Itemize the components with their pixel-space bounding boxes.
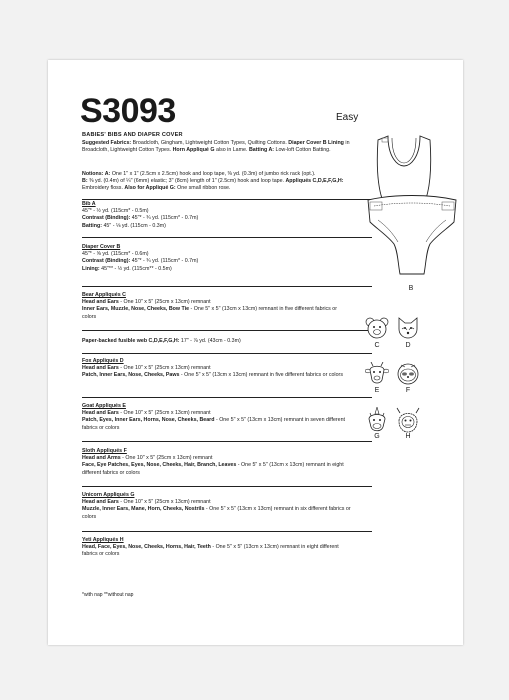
bear-c-yardage: Bear Appliqués C Head and Ears - One 10" x 5" (25cm x 13cm) remnant Inner Ears, Muzzle, Nose, Cheeks, Bow Tie - One 5" x 5" (13cm x 13cm) remnant in five different fabrics or colors: [82, 292, 337, 320]
divider: [82, 441, 372, 442]
nap-footnote: *with nap **without nap: [82, 592, 134, 598]
divider: [82, 330, 372, 331]
figure-label-b: B: [408, 285, 414, 292]
goat-applique-illustration: [365, 362, 389, 386]
suggested-fabrics: Suggested Fabrics: Broadcloth, Gingham, Lightweight Cotton Types, Quilting Cottons. Diaper Cover B Lining in Broadcloth, Lightweight Cotton Types. Horn Appliqué G also in Lame. Batting A: Low-loft Cotton Batting.: [82, 140, 350, 154]
diaper-cover-illustration: [364, 192, 460, 282]
bear-applique-illustration: [365, 317, 389, 339]
notions: Notions: A: One 1" x 1" (2.5cm x 2.5cm) hook and loop tape, ⅜ yd. (0.3m) of jumbo rick rack (opt.). B: ⅜ yd. (0.4m) of ¼" (6mm) elastic; 3" (8cm) length of 1" (2.5cm) hook and loop tape. Appliqués C,D,E,F,G,H: Embroidery floss. Also for Appliqué G: One small ribbon rose.: [82, 171, 344, 192]
figure-label-e: E: [374, 387, 380, 394]
pattern-title: BABIES' BIBS AND DIAPER COVER: [82, 132, 183, 138]
yeti-applique-illustration: [396, 407, 420, 433]
sloth-applique-illustration: [396, 362, 420, 386]
divider: [82, 199, 372, 200]
divider: [82, 531, 372, 532]
divider: [82, 353, 372, 354]
fox-applique-illustration: [396, 317, 420, 339]
figure-label-f: F: [405, 387, 411, 394]
divider: [82, 486, 372, 487]
divider: [82, 397, 372, 398]
divider: [82, 237, 372, 238]
figure-label-g: G: [374, 433, 380, 440]
figure-label-c: C: [374, 342, 380, 349]
sloth-f-yardage: Sloth Appliqués F Head and Arms - One 10" x 5" (25cm x 13cm) remnant Face, Eye Patches, Eyes, Nose, Cheeks, Hair, Branch, Leaves - One 5" x 5" (13cm x 13cm) remnant in eight different fabrics or colors: [82, 448, 344, 476]
divider: [82, 286, 372, 287]
yeti-h-yardage: Yeti Appliqués H Head, Face, Eyes, Nose, Cheeks, Horns, Hair, Teeth - One 5" x 5" (13cm x 13cm) remnant in eight different fabrics or colors: [82, 537, 339, 558]
figure-label-d: D: [405, 342, 411, 349]
bib-a-yardage: Bib A 45"* - ½ yd. (115cm* - 0.5m) Contrast (Binding): 45"* - ¾ yd. (115cm* - 0.7m) Batting: 45" - ⅛ yd. (115cm - 0.3m): [82, 201, 199, 229]
goat-e-yardage: Goat Appliqués E Head and Ears - One 10" x 5" (25cm x 13cm) remnant Patch, Eyes, Inner Ears, Horns, Nose, Cheeks, Beard - One 5" x 5" (13cm x 13cm) remnant in seven different fabrics or colors: [82, 403, 346, 431]
unicorn-g-yardage: Unicorn Appliqués G Head and Ears - One 10" x 5" (25cm x 13cm) remnant Muzzle, Inner Ears, Mane, Horn, Cheeks, Nostrils - One 5" x 5" (13cm x 13cm) remnant in six different fabrics or colors: [82, 492, 351, 520]
pattern-envelope-back: [48, 60, 463, 645]
pattern-number: S3093: [80, 92, 176, 130]
fox-d-yardage: Fox Appliqués D Head and Ears - One 10" x 5" (25cm x 13cm) remnant Patch, Inner Ears, Nose, Cheeks, Paws - One 5" x 5" (13cm x 13cm) remnant in five different fabrics or colors: [82, 358, 343, 379]
figure-label-h: H: [405, 433, 411, 440]
unicorn-applique-illustration: [365, 407, 389, 433]
difficulty-label: Easy: [336, 112, 359, 123]
diaper-b-yardage: Diaper Cover B 45"* - ⅝ yd. (115cm* - 0.6m) Contrast (Binding): 45"* - ¾ yd. (115cm* - 0.7m) Lining: 45"** - ½ yd. (115cm** - 0.5m): [82, 244, 199, 272]
fusible-web-yardage: Paper-backed fusible web C,D,E,F,G,H: 17" - ⅞ yd. (43cm - 0.3m): [82, 338, 241, 344]
